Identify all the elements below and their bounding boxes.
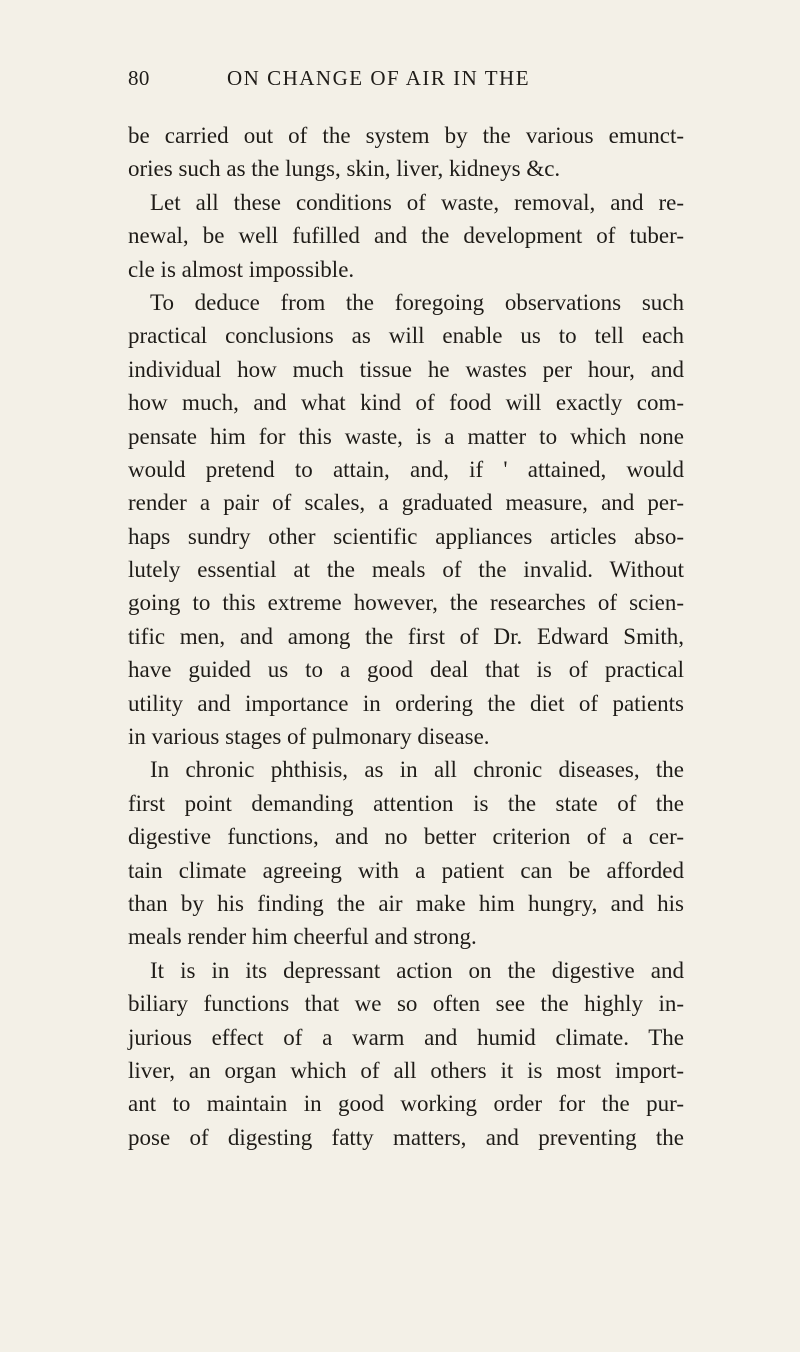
page-number: 80 <box>128 66 150 90</box>
text-line: pose of digesting fatty matters, and preventing the <box>128 1124 684 1150</box>
text-line: meals render him cheerful and strong. <box>128 924 477 950</box>
text-line: render a pair of scales, a graduated measure, and per- <box>128 490 684 516</box>
text-line: than by his finding the air make him hungry, and his <box>128 890 684 916</box>
text-line: have guided us to a good deal that is of practical <box>128 657 684 683</box>
text-line: first point demanding attention is the state of the <box>128 790 684 816</box>
text-line: going to this extreme however, the researches of scien- <box>128 590 684 616</box>
text-line: lutely essential at the meals of the invalid. Without <box>128 557 684 583</box>
text-line: jurious effect of a warm and humid climate. The <box>128 1024 684 1050</box>
text-line: utility and importance in ordering the diet of patients <box>128 690 684 716</box>
text-line: be carried out of the system by the various emunct- <box>128 123 684 148</box>
text-line: individual how much tissue he wastes per hour, and <box>128 356 684 382</box>
running-header <box>128 66 684 96</box>
body-text <box>128 119 684 1154</box>
paragraph-start-line: To deduce from the foregoing observations such <box>150 289 684 315</box>
text-line: practical conclusions as will enable us to tell each <box>128 323 684 349</box>
text-line: ant to maintain in good working order for the pur- <box>128 1091 684 1117</box>
text-line: tific men, and among the first of Dr. Edward Smith, <box>128 623 684 649</box>
text-line: haps sundry other scientific appliances articles abso- <box>128 523 684 549</box>
paragraph-start-line: Let all these conditions of waste, removal, and re- <box>150 189 684 215</box>
text-line: biliary functions that we so often see the highly in- <box>128 991 684 1017</box>
paragraph-start-line: In chronic phthisis, as in all chronic diseases, the <box>150 757 684 783</box>
running-title: ON CHANGE OF AIR IN THE <box>227 66 531 90</box>
paragraph-start-line: It is in its depressant action on the digestive and <box>150 957 684 983</box>
text-line: ories such as the lungs, skin, liver, kidneys &c. <box>128 156 561 182</box>
text-line: in various stages of pulmonary disease. <box>128 724 490 750</box>
text-line: tain climate agreeing with a patient can be afforded <box>128 857 684 883</box>
text-line: pensate him for this waste, is a matter to which none <box>128 423 684 449</box>
text-line: digestive functions, and no better criterion of a cer- <box>128 824 684 850</box>
text-line: how much, and what kind of food will exactly com- <box>128 390 684 416</box>
text-line: liver, an organ which of all others it is most import- <box>128 1057 684 1083</box>
text-line: newal, be well fufilled and the development of tuber- <box>128 223 684 249</box>
text-line: would pretend to attain, and, if ' attained, would <box>128 456 684 482</box>
text-line: cle is almost impossible. <box>128 256 355 282</box>
